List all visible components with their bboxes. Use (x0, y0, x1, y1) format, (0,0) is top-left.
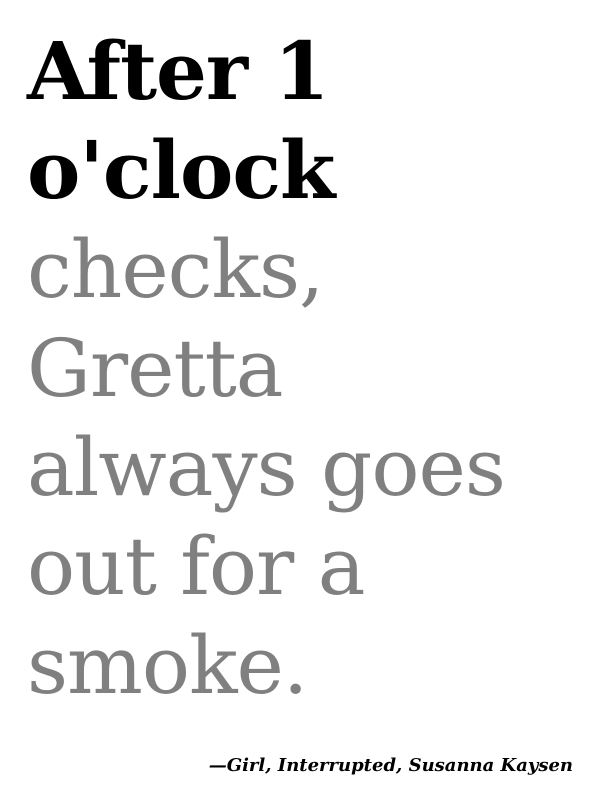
quote-line-muted-2: Gretta (27, 322, 283, 415)
quote-line-bold-1: After 1 (27, 24, 329, 118)
quote-text (27, 22, 587, 715)
quote-line-bold-2: o'clock (27, 123, 335, 217)
quote-line-muted-1: checks, (27, 223, 324, 316)
quote-line-muted-5: smoke. (27, 619, 308, 712)
quote-attribution: —Girl, Interrupted, Susanna Kaysen (208, 755, 573, 776)
quote-line-muted-4: out for a (27, 520, 365, 613)
quote-line-muted-3: always goes (27, 421, 505, 514)
